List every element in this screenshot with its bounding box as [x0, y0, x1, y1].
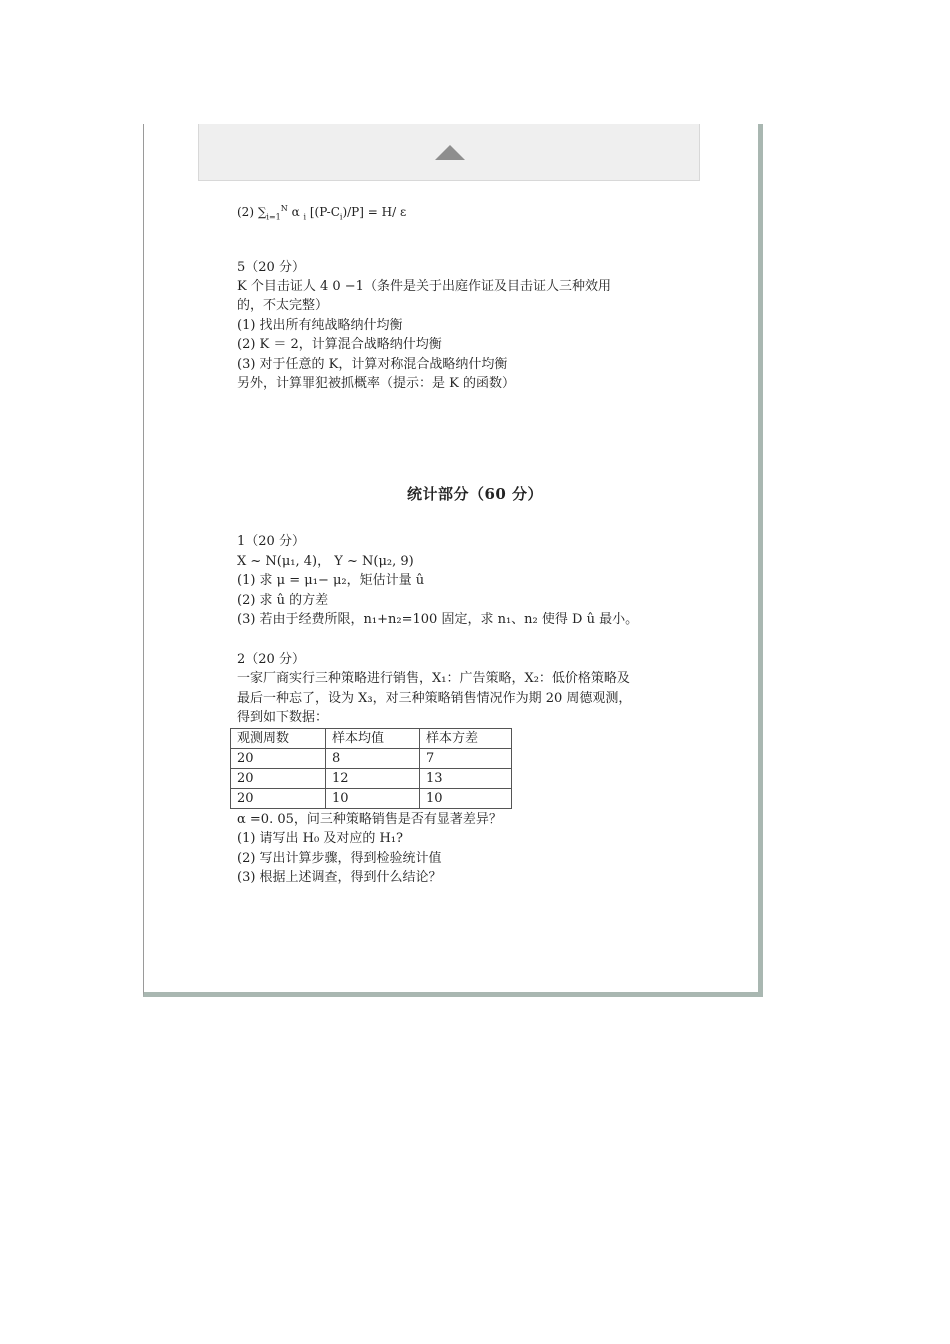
table-row: [231, 789, 512, 809]
table-cell: 20: [231, 789, 326, 809]
stat1-title: 1（20 分）: [237, 534, 305, 549]
arrow-up-icon: [435, 145, 465, 160]
alpha-subscript: i: [303, 212, 307, 222]
table-row: [231, 769, 512, 789]
stat2-question: (1) 请写出 H₀ 及对应的 H₁?: [237, 831, 404, 846]
problem5-line: K 个目击证人 4 0 −1（条件是关于出庭作证及目击证人三种效用: [237, 279, 611, 294]
stat1-line: (1) 求 μ = μ₁− μ₂，矩估计量 û: [237, 573, 425, 588]
table-header-row: [231, 729, 512, 749]
table-cell: 13: [420, 769, 512, 789]
table-header-cell: 样本方差: [420, 729, 512, 749]
table-header-cell: 样本均值: [326, 729, 420, 749]
stat2-intro-line: 一家厂商实行三种策略进行销售，X₁：广告策略，X₂：低价格策略及: [237, 671, 630, 686]
formula-alpha: α: [287, 205, 304, 219]
stat1-line: X ~ N(μ₁, 4)， Y ~ N(μ₂, 9): [237, 554, 414, 569]
formula-tail: )/P] = H/ ε: [342, 205, 407, 219]
problem4-formula: [237, 199, 406, 227]
scroll-up-button[interactable]: [198, 124, 700, 181]
stat2-question: α =0. 05，问三种策略销售是否有显著差异？: [237, 812, 502, 827]
problem5-line: (1) 找出所有纯战略纳什均衡: [237, 318, 403, 333]
ci-subscript: i: [339, 212, 343, 222]
table-cell: 8: [326, 749, 420, 769]
stat2-question: (3) 根据上述调查，得到什么结论？: [237, 870, 442, 885]
table-cell: 7: [420, 749, 512, 769]
table-header-cell: 观测周数: [231, 729, 326, 749]
formula-prefix: (2) ∑: [237, 205, 267, 219]
table-cell: 12: [326, 769, 420, 789]
problem5-line: 的，不太完整）: [237, 298, 329, 313]
problem5-line: 另外，计算罪犯被抓概率（提示：是 K 的函数）: [237, 376, 515, 391]
stat1-line: (2) 求 û 的方差: [237, 593, 329, 608]
table-cell: 10: [420, 789, 512, 809]
table-cell: 20: [231, 769, 326, 789]
table-cell: 10: [326, 789, 420, 809]
table-row: [231, 749, 512, 769]
stat1-line: (3) 若由于经费所限，n₁+n₂=100 固定，求 n₁、n₂ 使得 D û 最小。: [237, 612, 639, 627]
sum-subscript: i=1: [266, 212, 281, 222]
sum-superscript: N: [280, 204, 288, 213]
stat2-intro-line: 得到如下数据：: [237, 710, 329, 725]
section-heading: 统计部分（60 分）: [406, 485, 544, 503]
table-cell: 20: [231, 749, 326, 769]
document-page: [143, 124, 763, 997]
formula-body: [(P-C: [306, 205, 340, 219]
stat2-intro-line: 最后一种忘了，设为 X₃，对三种策略销售情况作为期 20 周德观测，: [237, 691, 632, 706]
stat2-question: (2) 写出计算步骤，得到检验统计值: [237, 851, 442, 866]
problem5-line: (3) 对于任意的 K，计算对称混合战略纳什均衡: [237, 357, 508, 372]
data-table: [230, 728, 512, 809]
problem5-title: 5（20 分）: [237, 260, 305, 275]
problem5-line: (2) K ＝ 2，计算混合战略纳什均衡: [237, 337, 442, 352]
stat2-title: 2（20 分）: [237, 652, 305, 667]
